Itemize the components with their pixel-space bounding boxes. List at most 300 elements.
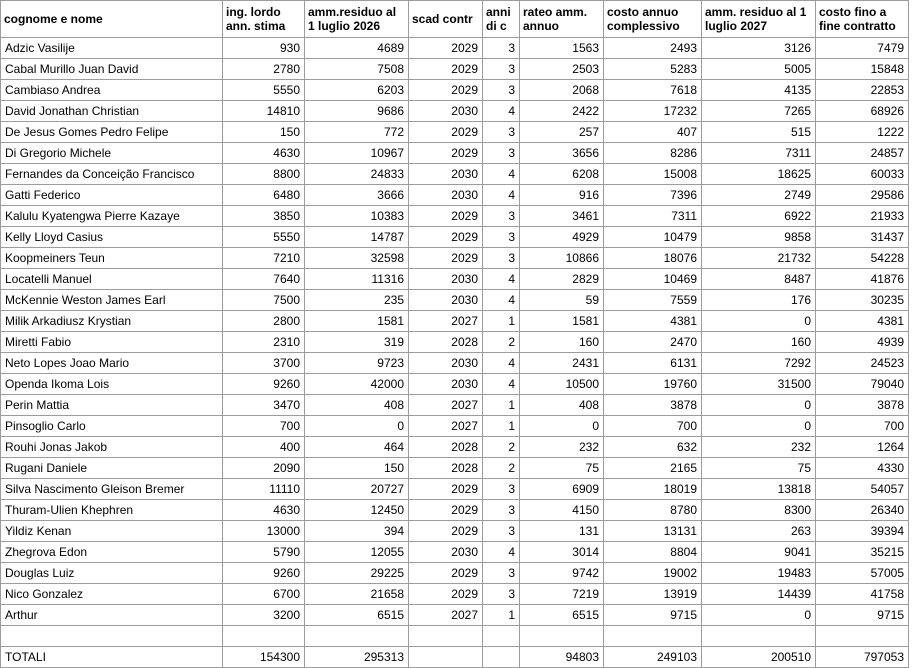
cell-years[interactable]: 2 <box>483 437 520 458</box>
table-row <box>1 395 909 416</box>
cell-residual-2027[interactable]: 176 <box>702 290 816 311</box>
cell-cost-to-end[interactable]: 54228 <box>816 248 909 269</box>
cell-cost-to-end[interactable]: 24523 <box>816 353 909 374</box>
cell-residual-2026[interactable]: 6515 <box>305 605 409 626</box>
cell-cost-to-end[interactable]: 30235 <box>816 290 909 311</box>
cell-player-name[interactable]: Douglas Luiz <box>1 563 223 584</box>
cell-cost-to-end[interactable]: 39394 <box>816 521 909 542</box>
total-gross-income[interactable]: 154300 <box>223 647 305 668</box>
cell-residual-2026[interactable]: 32598 <box>305 248 409 269</box>
cell-annual-cost[interactable]: 18019 <box>604 479 702 500</box>
cell-years[interactable]: 1 <box>483 605 520 626</box>
cell-residual-2026[interactable]: 772 <box>305 122 409 143</box>
total-residual-2026[interactable]: 295313 <box>305 647 409 668</box>
cell-annual-cost[interactable]: 7618 <box>604 80 702 101</box>
cell-contract-expiry[interactable]: 2030 <box>409 542 483 563</box>
cell-residual-2027[interactable]: 9858 <box>702 227 816 248</box>
cell-residual-2027[interactable]: 232 <box>702 437 816 458</box>
cell-annual-cost[interactable]: 19002 <box>604 563 702 584</box>
cell-years[interactable]: 2 <box>483 458 520 479</box>
cell-residual-2026[interactable]: 20727 <box>305 479 409 500</box>
cell-annual-rate[interactable]: 2422 <box>520 101 604 122</box>
header-cell-years[interactable]: anni di c <box>483 1 520 38</box>
cell-player-name[interactable]: Openda Ikoma Lois <box>1 374 223 395</box>
cell-contract-expiry[interactable]: 2029 <box>409 122 483 143</box>
cell-gross-income[interactable]: 3700 <box>223 353 305 374</box>
cell-player-name[interactable]: Cabal Murillo Juan David <box>1 59 223 80</box>
header-cell-name[interactable]: cognome e nome <box>1 1 223 38</box>
cell-annual-cost[interactable]: 10479 <box>604 227 702 248</box>
cell-player-name[interactable]: Yildiz Kenan <box>1 521 223 542</box>
cell-annual-rate[interactable]: 2829 <box>520 269 604 290</box>
cell-annual-cost[interactable]: 3878 <box>604 395 702 416</box>
cell-annual-rate[interactable]: 75 <box>520 458 604 479</box>
table-row <box>1 227 909 248</box>
table-row <box>1 185 909 206</box>
cell-player-name[interactable]: De Jesus Gomes Pedro Felipe <box>1 122 223 143</box>
cell-annual-cost[interactable]: 4381 <box>604 311 702 332</box>
cell-annual-cost[interactable]: 13919 <box>604 584 702 605</box>
table-cell[interactable] <box>816 626 909 647</box>
cell-contract-expiry[interactable]: 2029 <box>409 38 483 59</box>
table-cell[interactable] <box>702 626 816 647</box>
cell-annual-rate[interactable]: 408 <box>520 395 604 416</box>
cell-contract-expiry[interactable]: 2028 <box>409 332 483 353</box>
cell-annual-cost[interactable]: 407 <box>604 122 702 143</box>
cell-residual-2026[interactable]: 4689 <box>305 38 409 59</box>
cell-residual-2027[interactable]: 9041 <box>702 542 816 563</box>
cell-residual-2026[interactable]: 1581 <box>305 311 409 332</box>
cell-annual-rate[interactable]: 6909 <box>520 479 604 500</box>
table-cell[interactable] <box>604 626 702 647</box>
cell-years[interactable]: 3 <box>483 122 520 143</box>
cell-annual-rate[interactable]: 1581 <box>520 311 604 332</box>
cell-annual-cost[interactable]: 8286 <box>604 143 702 164</box>
cell-residual-2027[interactable]: 515 <box>702 122 816 143</box>
cell-years[interactable]: 3 <box>483 38 520 59</box>
cell-annual-cost[interactable]: 2493 <box>604 38 702 59</box>
cell-residual-2026[interactable]: 14787 <box>305 227 409 248</box>
cell-cost-to-end[interactable]: 22853 <box>816 80 909 101</box>
cell-residual-2026[interactable]: 12055 <box>305 542 409 563</box>
cell-years[interactable]: 3 <box>483 59 520 80</box>
cell-cost-to-end[interactable]: 9715 <box>816 605 909 626</box>
cell-player-name[interactable]: David Jonathan Christian <box>1 101 223 122</box>
cell-residual-2027[interactable]: 8487 <box>702 269 816 290</box>
cell-residual-2026[interactable]: 0 <box>305 416 409 437</box>
cell-years[interactable]: 3 <box>483 584 520 605</box>
cell-residual-2027[interactable]: 21732 <box>702 248 816 269</box>
cell-annual-rate[interactable]: 916 <box>520 185 604 206</box>
cell-residual-2027[interactable]: 18625 <box>702 164 816 185</box>
table-row <box>1 122 909 143</box>
header-cell-annual-rate[interactable]: rateo amm. annuo <box>520 1 604 38</box>
cell-years[interactable]: 4 <box>483 374 520 395</box>
cell-player-name[interactable]: Di Gregorio Michele <box>1 143 223 164</box>
cell-annual-cost[interactable]: 7311 <box>604 206 702 227</box>
cell-cost-to-end[interactable]: 79040 <box>816 374 909 395</box>
header-cell-residual-2026[interactable]: amm.residuo al 1 luglio 2026 <box>305 1 409 38</box>
cell-player-name[interactable]: Miretti Fabio <box>1 332 223 353</box>
cell-annual-rate[interactable]: 2431 <box>520 353 604 374</box>
cell-years[interactable]: 4 <box>483 269 520 290</box>
cell-residual-2026[interactable]: 9723 <box>305 353 409 374</box>
header-cell-contract-expiry[interactable]: scad contr <box>409 1 483 38</box>
cell-player-name[interactable]: Pinsoglio Carlo <box>1 416 223 437</box>
cell-contract-expiry[interactable]: 2029 <box>409 479 483 500</box>
cell-residual-2026[interactable]: 150 <box>305 458 409 479</box>
cell-annual-rate[interactable]: 1563 <box>520 38 604 59</box>
cell-player-name[interactable]: Koopmeiners Teun <box>1 248 223 269</box>
cell-player-name[interactable]: Rugani Daniele <box>1 458 223 479</box>
cell-residual-2026[interactable]: 42000 <box>305 374 409 395</box>
cell-residual-2026[interactable]: 394 <box>305 521 409 542</box>
cell-annual-rate[interactable]: 59 <box>520 290 604 311</box>
cell-residual-2027[interactable]: 6922 <box>702 206 816 227</box>
table-cell[interactable] <box>520 626 604 647</box>
table-cell[interactable] <box>483 626 520 647</box>
cell-annual-rate[interactable]: 10866 <box>520 248 604 269</box>
cell-contract-expiry[interactable]: 2029 <box>409 584 483 605</box>
cell-gross-income[interactable]: 6700 <box>223 584 305 605</box>
cell-contract-expiry[interactable]: 2029 <box>409 59 483 80</box>
cell-gross-income[interactable]: 150 <box>223 122 305 143</box>
table-cell[interactable] <box>1 626 223 647</box>
cell-cost-to-end[interactable]: 15848 <box>816 59 909 80</box>
cell-contract-expiry[interactable]: 2030 <box>409 353 483 374</box>
cell-annual-cost[interactable]: 10469 <box>604 269 702 290</box>
cell-player-name[interactable]: Locatelli Manuel <box>1 269 223 290</box>
cell-years[interactable]: 3 <box>483 563 520 584</box>
cell-player-name[interactable]: Kalulu Kyatengwa Pierre Kazaye <box>1 206 223 227</box>
cell-gross-income[interactable]: 7500 <box>223 290 305 311</box>
cell-years[interactable]: 1 <box>483 395 520 416</box>
cell-residual-2027[interactable]: 19483 <box>702 563 816 584</box>
total-contract-expiry[interactable] <box>409 647 483 668</box>
table-row <box>1 353 909 374</box>
cell-gross-income[interactable]: 2780 <box>223 59 305 80</box>
cell-years[interactable]: 3 <box>483 80 520 101</box>
cell-annual-cost[interactable]: 2470 <box>604 332 702 353</box>
cell-contract-expiry[interactable]: 2030 <box>409 164 483 185</box>
cell-residual-2027[interactable]: 263 <box>702 521 816 542</box>
cell-gross-income[interactable]: 5550 <box>223 227 305 248</box>
total-annual-rate[interactable]: 94803 <box>520 647 604 668</box>
cell-annual-rate[interactable]: 131 <box>520 521 604 542</box>
cell-gross-income[interactable]: 700 <box>223 416 305 437</box>
cell-gross-income[interactable]: 11110 <box>223 479 305 500</box>
cell-cost-to-end[interactable]: 21933 <box>816 206 909 227</box>
table-row <box>1 80 909 101</box>
cell-residual-2026[interactable]: 408 <box>305 395 409 416</box>
cell-contract-expiry[interactable]: 2029 <box>409 500 483 521</box>
cell-residual-2027[interactable]: 7311 <box>702 143 816 164</box>
header-cell-annual-cost[interactable]: costo annuo complessivo <box>604 1 702 38</box>
cell-residual-2027[interactable]: 8300 <box>702 500 816 521</box>
cell-residual-2027[interactable]: 5005 <box>702 59 816 80</box>
cell-gross-income[interactable]: 6480 <box>223 185 305 206</box>
cell-contract-expiry[interactable]: 2030 <box>409 101 483 122</box>
cell-residual-2026[interactable]: 7508 <box>305 59 409 80</box>
cell-annual-cost[interactable]: 7396 <box>604 185 702 206</box>
cell-cost-to-end[interactable]: 24857 <box>816 143 909 164</box>
table-cell[interactable] <box>305 626 409 647</box>
cell-years[interactable]: 3 <box>483 521 520 542</box>
cell-gross-income[interactable]: 5790 <box>223 542 305 563</box>
cell-cost-to-end[interactable]: 700 <box>816 416 909 437</box>
cell-contract-expiry[interactable]: 2030 <box>409 185 483 206</box>
cell-cost-to-end[interactable]: 7479 <box>816 38 909 59</box>
cell-annual-rate[interactable]: 257 <box>520 122 604 143</box>
cell-player-name[interactable]: Cambiaso Andrea <box>1 80 223 101</box>
cell-contract-expiry[interactable]: 2029 <box>409 206 483 227</box>
cell-residual-2026[interactable]: 24833 <box>305 164 409 185</box>
cell-cost-to-end[interactable]: 26340 <box>816 500 909 521</box>
cell-residual-2027[interactable]: 31500 <box>702 374 816 395</box>
cell-residual-2027[interactable]: 14439 <box>702 584 816 605</box>
cell-cost-to-end[interactable]: 41758 <box>816 584 909 605</box>
cell-contract-expiry[interactable]: 2027 <box>409 311 483 332</box>
cell-years[interactable]: 3 <box>483 479 520 500</box>
cell-cost-to-end[interactable]: 57005 <box>816 563 909 584</box>
cell-annual-cost[interactable]: 2165 <box>604 458 702 479</box>
cell-contract-expiry[interactable]: 2027 <box>409 605 483 626</box>
cell-years[interactable]: 3 <box>483 143 520 164</box>
cell-gross-income[interactable]: 400 <box>223 437 305 458</box>
cell-residual-2026[interactable]: 29225 <box>305 563 409 584</box>
header-cell-residual-2027[interactable]: amm. residuo al 1 luglio 2027 <box>702 1 816 38</box>
cell-cost-to-end[interactable]: 68926 <box>816 101 909 122</box>
table-cell[interactable] <box>409 626 483 647</box>
cell-gross-income[interactable]: 3850 <box>223 206 305 227</box>
cell-residual-2026[interactable]: 12450 <box>305 500 409 521</box>
total-years[interactable] <box>483 647 520 668</box>
cell-annual-rate[interactable]: 2503 <box>520 59 604 80</box>
cell-residual-2026[interactable]: 464 <box>305 437 409 458</box>
cell-contract-expiry[interactable]: 2027 <box>409 395 483 416</box>
cell-player-name[interactable]: Kelly Lloyd Casius <box>1 227 223 248</box>
cell-cost-to-end[interactable]: 4381 <box>816 311 909 332</box>
table-row <box>1 500 909 521</box>
cell-residual-2027[interactable]: 0 <box>702 416 816 437</box>
cell-player-name[interactable]: McKennie Weston James Earl <box>1 290 223 311</box>
cell-annual-rate[interactable]: 6515 <box>520 605 604 626</box>
cell-gross-income[interactable]: 7210 <box>223 248 305 269</box>
cell-years[interactable]: 4 <box>483 101 520 122</box>
cell-player-name[interactable]: Arthur <box>1 605 223 626</box>
cell-residual-2027[interactable]: 7292 <box>702 353 816 374</box>
cell-player-name[interactable]: Neto Lopes Joao Mario <box>1 353 223 374</box>
cell-years[interactable]: 1 <box>483 416 520 437</box>
cell-annual-cost[interactable]: 13131 <box>604 521 702 542</box>
total-residual-2027[interactable]: 200510 <box>702 647 816 668</box>
cell-gross-income[interactable]: 14810 <box>223 101 305 122</box>
cell-annual-cost[interactable]: 632 <box>604 437 702 458</box>
cell-residual-2027[interactable]: 0 <box>702 605 816 626</box>
cell-residual-2027[interactable]: 160 <box>702 332 816 353</box>
cell-annual-rate[interactable]: 232 <box>520 437 604 458</box>
cell-gross-income[interactable]: 2310 <box>223 332 305 353</box>
cell-gross-income[interactable]: 9260 <box>223 563 305 584</box>
cell-residual-2026[interactable]: 9686 <box>305 101 409 122</box>
cell-cost-to-end[interactable]: 1264 <box>816 437 909 458</box>
cell-residual-2026[interactable]: 235 <box>305 290 409 311</box>
cell-annual-cost[interactable]: 5283 <box>604 59 702 80</box>
cell-annual-rate[interactable]: 9742 <box>520 563 604 584</box>
cell-residual-2026[interactable]: 6203 <box>305 80 409 101</box>
cell-years[interactable]: 3 <box>483 227 520 248</box>
table-row <box>1 332 909 353</box>
total-annual-cost[interactable]: 249103 <box>604 647 702 668</box>
cell-contract-expiry[interactable]: 2029 <box>409 143 483 164</box>
cell-gross-income[interactable]: 4630 <box>223 143 305 164</box>
cell-contract-expiry[interactable]: 2027 <box>409 416 483 437</box>
table-body <box>1 38 909 626</box>
cell-residual-2027[interactable]: 4135 <box>702 80 816 101</box>
cell-years[interactable]: 3 <box>483 248 520 269</box>
table-row <box>1 458 909 479</box>
cell-residual-2027[interactable]: 0 <box>702 311 816 332</box>
cell-player-name[interactable]: Milik Arkadiusz Krystian <box>1 311 223 332</box>
table-cell[interactable] <box>223 626 305 647</box>
cell-residual-2027[interactable]: 2749 <box>702 185 816 206</box>
cell-annual-cost[interactable]: 700 <box>604 416 702 437</box>
table-row <box>1 479 909 500</box>
cell-residual-2026[interactable]: 319 <box>305 332 409 353</box>
cell-annual-cost[interactable]: 18076 <box>604 248 702 269</box>
cell-years[interactable]: 1 <box>483 311 520 332</box>
cell-cost-to-end[interactable]: 31437 <box>816 227 909 248</box>
cell-residual-2026[interactable]: 3666 <box>305 185 409 206</box>
cell-years[interactable]: 2 <box>483 332 520 353</box>
cell-years[interactable]: 3 <box>483 500 520 521</box>
cell-annual-rate[interactable]: 2068 <box>520 80 604 101</box>
cell-cost-to-end[interactable]: 1222 <box>816 122 909 143</box>
cell-years[interactable]: 4 <box>483 290 520 311</box>
table-row <box>1 143 909 164</box>
cell-years[interactable]: 4 <box>483 164 520 185</box>
cell-annual-cost[interactable]: 8780 <box>604 500 702 521</box>
cell-years[interactable]: 4 <box>483 353 520 374</box>
cell-contract-expiry[interactable]: 2029 <box>409 248 483 269</box>
cell-contract-expiry[interactable]: 2030 <box>409 374 483 395</box>
cell-gross-income[interactable]: 5550 <box>223 80 305 101</box>
cell-contract-expiry[interactable]: 2030 <box>409 290 483 311</box>
cell-cost-to-end[interactable]: 4939 <box>816 332 909 353</box>
cell-gross-income[interactable]: 2800 <box>223 311 305 332</box>
header-cell-gross-income[interactable]: ing. lordo ann. stima <box>223 1 305 38</box>
cell-contract-expiry[interactable]: 2028 <box>409 458 483 479</box>
cell-annual-cost[interactable]: 17232 <box>604 101 702 122</box>
totals-label[interactable]: TOTALI <box>1 647 223 668</box>
cell-player-name[interactable]: Gatti Federico <box>1 185 223 206</box>
cell-gross-income[interactable]: 930 <box>223 38 305 59</box>
cell-gross-income[interactable]: 13000 <box>223 521 305 542</box>
cell-player-name[interactable]: Fernandes da Conceição Francisco <box>1 164 223 185</box>
cell-annual-rate[interactable]: 3656 <box>520 143 604 164</box>
cell-contract-expiry[interactable]: 2029 <box>409 227 483 248</box>
cell-annual-rate[interactable]: 7219 <box>520 584 604 605</box>
table-row <box>1 311 909 332</box>
total-cost-to-end[interactable]: 797053 <box>816 647 909 668</box>
cell-gross-income[interactable]: 4630 <box>223 500 305 521</box>
cell-residual-2027[interactable]: 3126 <box>702 38 816 59</box>
cell-residual-2027[interactable]: 0 <box>702 395 816 416</box>
header-row <box>1 1 909 38</box>
cell-annual-cost[interactable]: 19760 <box>604 374 702 395</box>
cell-annual-rate[interactable]: 4929 <box>520 227 604 248</box>
cell-cost-to-end[interactable]: 35215 <box>816 542 909 563</box>
cell-gross-income[interactable]: 7640 <box>223 269 305 290</box>
cell-gross-income[interactable]: 2090 <box>223 458 305 479</box>
cell-annual-cost[interactable]: 7559 <box>604 290 702 311</box>
cell-annual-rate[interactable]: 10500 <box>520 374 604 395</box>
cell-player-name[interactable]: Zhegrova Edon <box>1 542 223 563</box>
cell-contract-expiry[interactable]: 2029 <box>409 521 483 542</box>
cell-gross-income[interactable]: 3470 <box>223 395 305 416</box>
cell-contract-expiry[interactable]: 2028 <box>409 437 483 458</box>
cell-residual-2026[interactable]: 21658 <box>305 584 409 605</box>
cell-cost-to-end[interactable]: 41876 <box>816 269 909 290</box>
cell-cost-to-end[interactable]: 54057 <box>816 479 909 500</box>
table-row <box>1 542 909 563</box>
table-row <box>1 38 909 59</box>
cell-player-name[interactable]: Rouhi Jonas Jakob <box>1 437 223 458</box>
cell-annual-cost[interactable]: 8804 <box>604 542 702 563</box>
cell-residual-2027[interactable]: 75 <box>702 458 816 479</box>
cell-annual-rate[interactable]: 3461 <box>520 206 604 227</box>
cell-gross-income[interactable]: 8800 <box>223 164 305 185</box>
cell-player-name[interactable]: Silva Nascimento Gleison Bremer <box>1 479 223 500</box>
cell-years[interactable]: 4 <box>483 542 520 563</box>
cell-contract-expiry[interactable]: 2030 <box>409 269 483 290</box>
cell-gross-income[interactable]: 3200 <box>223 605 305 626</box>
cell-contract-expiry[interactable]: 2029 <box>409 563 483 584</box>
cell-annual-cost[interactable]: 6131 <box>604 353 702 374</box>
cell-player-name[interactable]: Thuram-Ulien Khephren <box>1 500 223 521</box>
cell-cost-to-end[interactable]: 4330 <box>816 458 909 479</box>
cell-player-name[interactable]: Nico Gonzalez <box>1 584 223 605</box>
cell-annual-cost[interactable]: 9715 <box>604 605 702 626</box>
cell-residual-2027[interactable]: 7265 <box>702 101 816 122</box>
table-row <box>1 584 909 605</box>
cell-player-name[interactable]: Perin Mattia <box>1 395 223 416</box>
table-row <box>1 521 909 542</box>
cell-cost-to-end[interactable]: 3878 <box>816 395 909 416</box>
cell-annual-rate[interactable]: 160 <box>520 332 604 353</box>
cell-annual-cost[interactable]: 15008 <box>604 164 702 185</box>
cell-residual-2027[interactable]: 13818 <box>702 479 816 500</box>
cell-annual-rate[interactable]: 3014 <box>520 542 604 563</box>
cell-annual-rate[interactable]: 4150 <box>520 500 604 521</box>
cell-cost-to-end[interactable]: 60033 <box>816 164 909 185</box>
cell-contract-expiry[interactable]: 2029 <box>409 80 483 101</box>
cell-annual-rate[interactable]: 0 <box>520 416 604 437</box>
cell-residual-2026[interactable]: 10967 <box>305 143 409 164</box>
header-cell-cost-to-end[interactable]: costo fino a fine contratto <box>816 1 909 38</box>
cell-gross-income[interactable]: 9260 <box>223 374 305 395</box>
cell-years[interactable]: 4 <box>483 185 520 206</box>
cell-player-name[interactable]: Adzic Vasilije <box>1 38 223 59</box>
cell-cost-to-end[interactable]: 29586 <box>816 185 909 206</box>
table-row <box>1 290 909 311</box>
cell-residual-2026[interactable]: 11316 <box>305 269 409 290</box>
table-row <box>1 563 909 584</box>
table-row <box>1 248 909 269</box>
cell-years[interactable]: 3 <box>483 206 520 227</box>
cell-residual-2026[interactable]: 10383 <box>305 206 409 227</box>
cell-annual-rate[interactable]: 6208 <box>520 164 604 185</box>
